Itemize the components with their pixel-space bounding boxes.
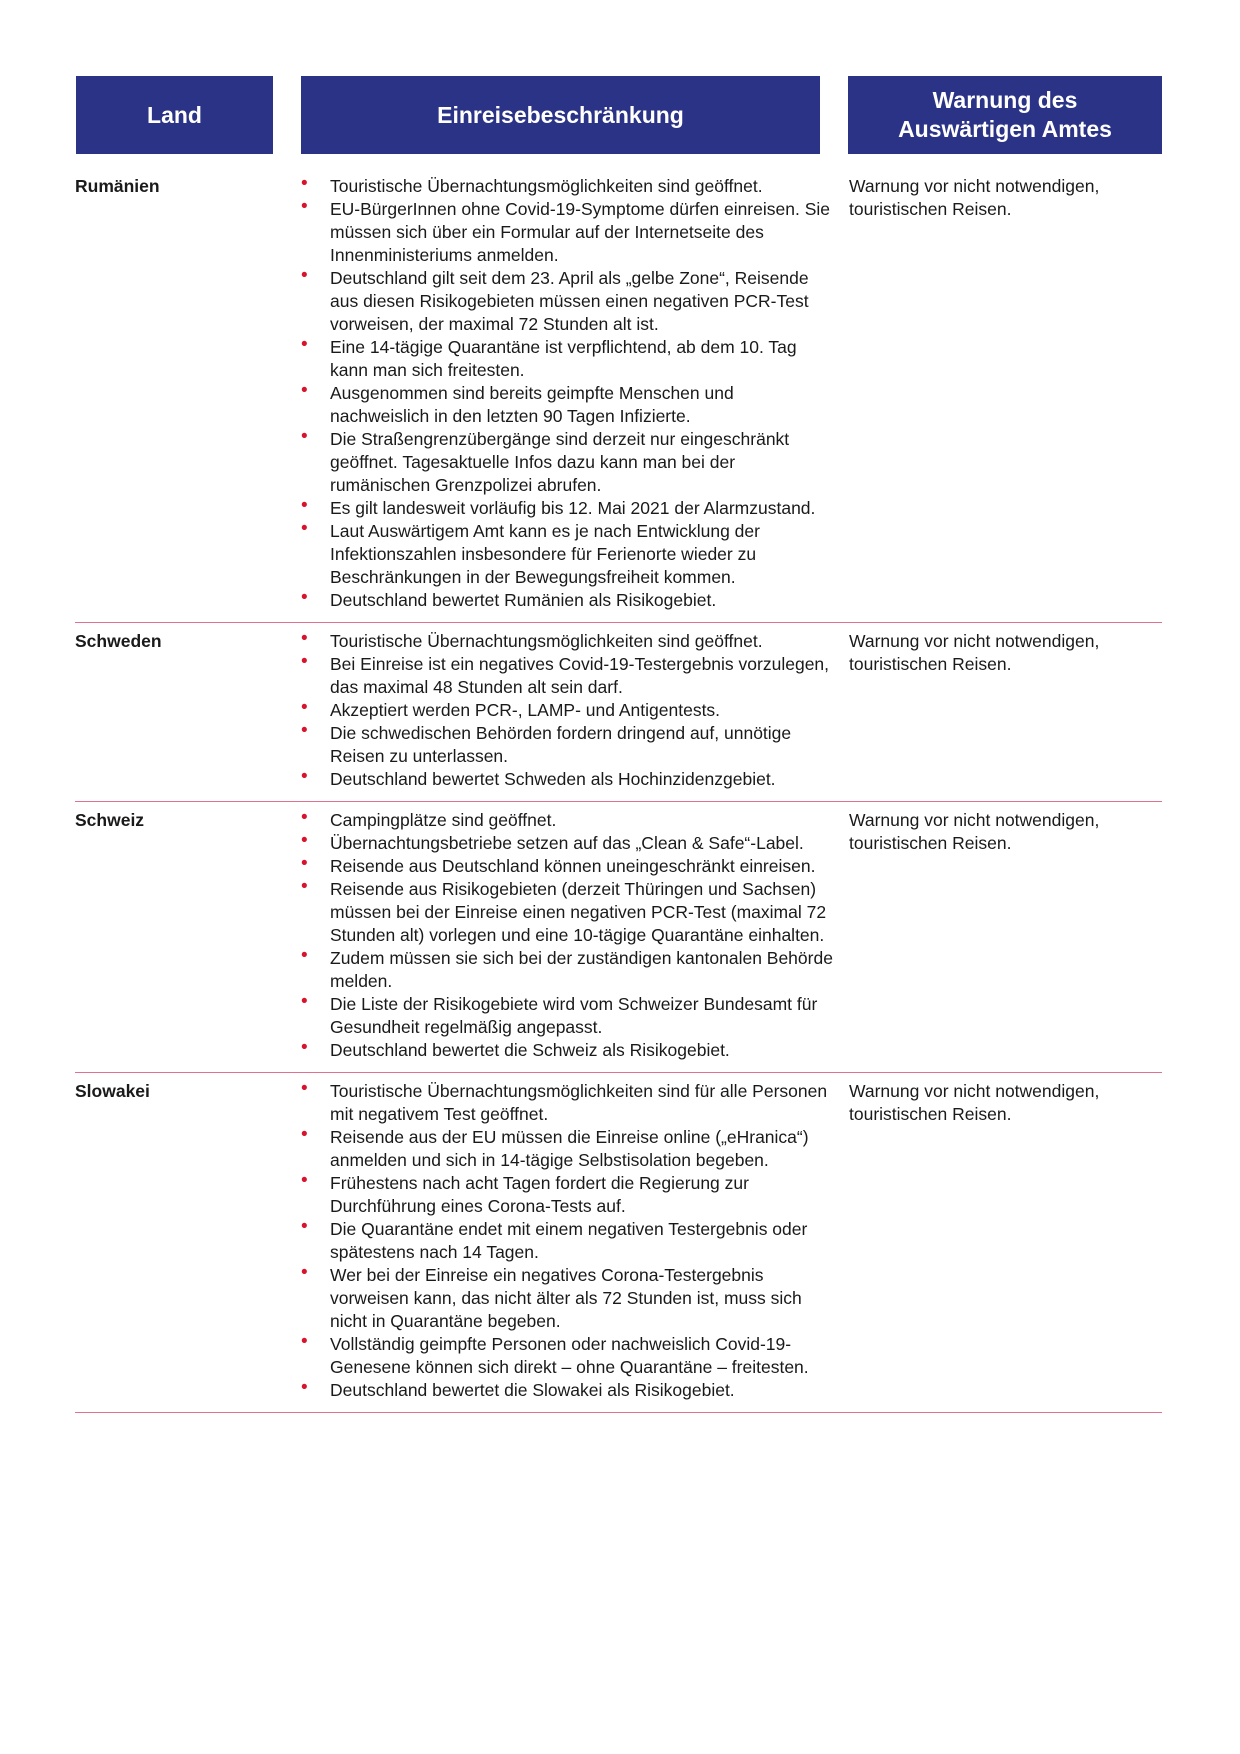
restriction-list (301, 1073, 837, 1412)
country-name: Slowakei (75, 1081, 150, 1101)
header-warnung-line1: Warnung des (932, 87, 1078, 113)
restriction-item: • Die Quarantäne endet mit einem negativen Testergebnis oder spätestens nach 14 Tagen. (301, 1218, 837, 1264)
restriction-item: • Ausgenommen sind bereits geimpfte Menschen und nachweislich in den letzten 90 Tagen Infizierte. (301, 382, 837, 428)
restriction-item: • Touristische Übernachtungsmöglichkeiten sind geöffnet. (301, 630, 837, 653)
header-land-label: Land (147, 101, 202, 128)
header-warnung-label (898, 86, 1112, 144)
restriction-item: • Es gilt landesweit vorläufig bis 12. Mai 2021 der Alarmzustand. (301, 497, 837, 520)
restriction-item: • EU-BürgerInnen ohne Covid-19-Symptome dürfen einreisen. Sie müssen sich über ein Formular auf der Internetseite des Innenministeriums anmelden. (301, 198, 837, 267)
restriction-list (301, 168, 837, 622)
restriction-item: • Laut Auswärtigem Amt kann es je nach Entwicklung der Infektionszahlen insbesondere für Ferienorte wieder zu Beschränkungen in der Bewegungsfreiheit kommen. (301, 520, 837, 589)
restriction-item: • Touristische Übernachtungsmöglichkeiten sind für alle Personen mit negativem Test geöffnet. (301, 1080, 837, 1126)
restriction-item: • Zudem müssen sie sich bei der zuständigen kantonalen Behörde melden. (301, 947, 837, 993)
restriction-item: • Vollständig geimpfte Personen oder nachweislich Covid-19-Genesene können sich direkt – ohne Quarantäne – freitesten. (301, 1333, 837, 1379)
table-row (75, 802, 1162, 1073)
restriction-item: • Campingplätze sind geöffnet. (301, 809, 837, 832)
table-row (75, 168, 1162, 623)
restriction-item: • Touristische Übernachtungsmöglichkeiten sind geöffnet. (301, 175, 837, 198)
restriction-item: • Reisende aus der EU müssen die Einreise online („eHranica“) anmelden und sich in 14-tägige Selbstisolation begeben. (301, 1126, 837, 1172)
header-warnung (848, 76, 1162, 154)
restriction-item: • Deutschland bewertet die Schweiz als Risikogebiet. (301, 1039, 837, 1062)
country-name: Schweden (75, 631, 162, 651)
travel-warning: Warnung vor nicht notwendigen, touristischen Reisen. (849, 176, 1100, 219)
restriction-item: • Eine 14-tägige Quarantäne ist verpflichtend, ab dem 10. Tag kann man sich freitesten. (301, 336, 837, 382)
restriction-list (301, 623, 837, 801)
header-warnung-line2: Auswärtigen Amtes (898, 116, 1112, 142)
restriction-item: • Wer bei der Einreise ein negatives Corona-Testergebnis vorweisen kann, das nicht älter als 72 Stunden ist, muss sich nicht in Quarantäne begeben. (301, 1264, 837, 1333)
restriction-item: • Deutschland bewertet Rumänien als Risikogebiet. (301, 589, 837, 612)
restriction-item: • Deutschland bewertet Schweden als Hochinzidenzgebiet. (301, 768, 837, 791)
header-einreise (301, 76, 820, 154)
restriction-item: • Die Straßengrenzübergänge sind derzeit nur eingeschränkt geöffnet. Tagesaktuelle Infos dazu kann man bei der rumänischen Grenzpolizei abrufen. (301, 428, 837, 497)
country-name: Schweiz (75, 810, 145, 830)
header-einreise-label: Einreisebeschränkung (437, 101, 684, 128)
restriction-item: • Bei Einreise ist ein negatives Covid-19-Testergebnis vorzulegen, das maximal 48 Stunden alt sein darf. (301, 653, 837, 699)
restriction-item: • Übernachtungsbetriebe setzen auf das „Clean & Safe“-Label. (301, 832, 837, 855)
restriction-list (301, 802, 837, 1072)
table-row (75, 1073, 1162, 1413)
travel-warning: Warnung vor nicht notwendigen, touristischen Reisen. (849, 810, 1100, 853)
country-name: Rumänien (75, 176, 160, 196)
restriction-item: • Akzeptiert werden PCR-, LAMP- und Antigentests. (301, 699, 837, 722)
restriction-item: • Die schwedischen Behörden fordern dringend auf, unnötige Reisen zu unterlassen. (301, 722, 837, 768)
restriction-item: • Reisende aus Risikogebieten (derzeit Thüringen und Sachsen) müssen bei der Einreise einen negativen PCR-Test (maximal 72 Stunden alt) vorlegen und eine 10-tägige Quarantäne einhalten. (301, 878, 837, 947)
restriction-item: • Deutschland bewertet die Slowakei als Risikogebiet. (301, 1379, 837, 1402)
restriction-item: • Die Liste der Risikogebiete wird vom Schweizer Bundesamt für Gesundheit regelmäßig angepasst. (301, 993, 837, 1039)
restriction-item: • Deutschland gilt seit dem 23. April als „gelbe Zone“, Reisende aus diesen Risikogebieten müssen einen negativen PCR-Test vorweisen, der maximal 72 Stunden alt ist. (301, 267, 837, 336)
table-body (75, 168, 1162, 1413)
header-land (76, 76, 273, 154)
restriction-item: • Frühestens nach acht Tagen fordert die Regierung zur Durchführung eines Corona-Tests auf. (301, 1172, 837, 1218)
travel-warning: Warnung vor nicht notwendigen, touristischen Reisen. (849, 1081, 1100, 1124)
table-row (75, 623, 1162, 802)
travel-warning: Warnung vor nicht notwendigen, touristischen Reisen. (849, 631, 1100, 674)
restriction-item: • Reisende aus Deutschland können uneingeschränkt einreisen. (301, 855, 837, 878)
